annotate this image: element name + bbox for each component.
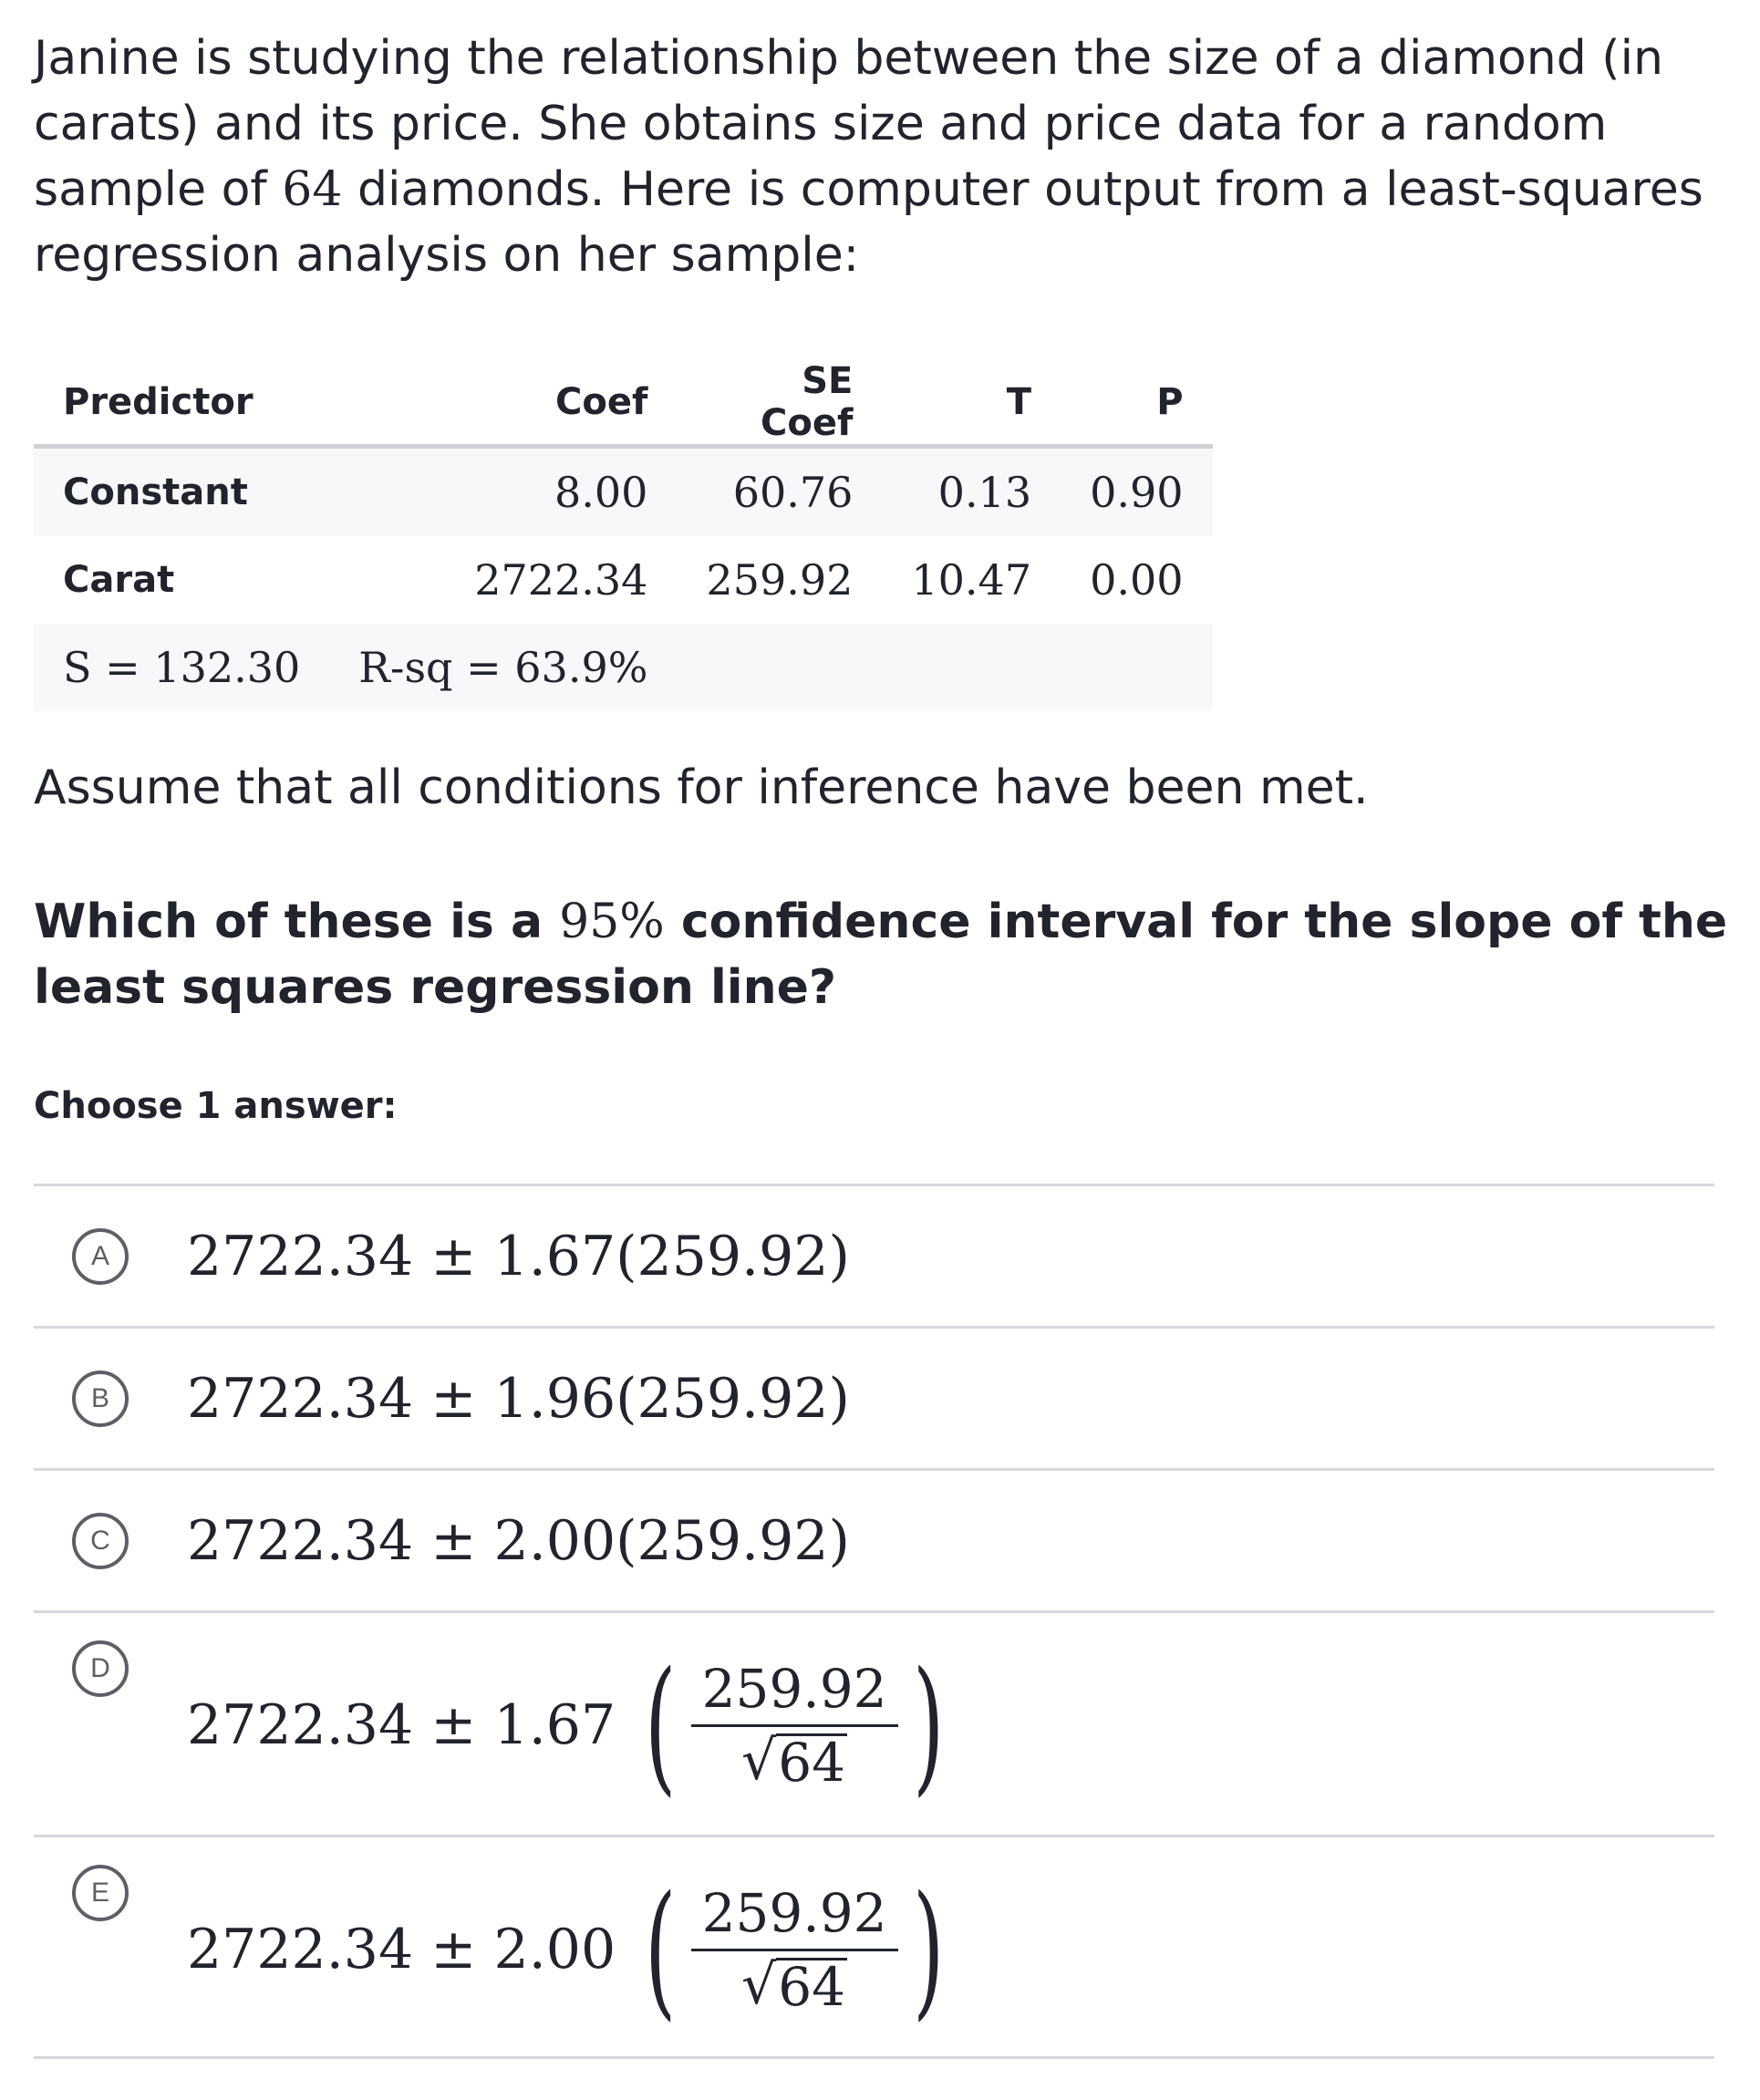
choice-c[interactable] [34,1468,1714,1610]
choose-label: Choose 1 answer: [34,1085,398,1127]
table-header-row [34,360,1213,447]
intro-text-before: Janine is studying the relationship between the size of a diamond (in carats) and its price. She obtains size and price data for a random sample of [34,31,1663,217]
fraction [691,1658,898,1794]
choice-d-expression [187,1640,957,1810]
coef-cell: 8.00 [445,447,677,537]
question-after: confidence interval for the slope of the least squares regression line? [34,895,1728,1015]
close-paren: ) [912,1640,944,1810]
choice-e-lead: 2722.34 ± 2.00 [187,1917,616,1981]
header-se-coef: SE Coef [677,360,882,447]
radio-c[interactable]: C [72,1513,129,1569]
radio-e[interactable]: E [72,1865,129,1921]
header-predictor: Predictor [34,360,445,447]
p-cell: 0.90 [1061,447,1212,537]
s-value: S = 132.30 [63,643,301,692]
sqrt-symbol: √ [741,1953,777,2017]
denominator [741,1951,847,2018]
numerator: 259.92 [701,1882,887,1944]
radicand: 64 [778,1956,846,2018]
table-row [34,536,1213,624]
empty-cell [882,624,1061,711]
choice-c-expression: 2722.34 ± 2.00(259.92) [187,1509,850,1573]
coef-cell: 2722.34 [474,555,648,605]
numerator: 259.92 [701,1658,887,1720]
question-before: Which of these is a [34,895,560,949]
summary-row [34,624,1213,711]
regression-output-table [34,360,1213,711]
radicand: 64 [778,1732,846,1794]
choice-b[interactable] [34,1326,1714,1468]
radio-a[interactable]: A [72,1228,129,1285]
rsq-value: R-sq = 63.9% [358,643,648,692]
radio-d[interactable]: D [72,1640,129,1697]
predictor-cell: Carat [63,559,175,601]
header-coef: Coef [445,360,677,447]
confidence-level: 95% [559,895,665,949]
empty-cell [1061,624,1212,711]
close-paren: ) [912,1864,944,2034]
t-cell: 0.13 [882,447,1061,537]
empty-cell [677,624,882,711]
choice-e[interactable] [34,1835,1714,2059]
answer-choices [34,1184,1714,2059]
open-paren: ( [645,1640,677,1810]
intro-text-after: diamonds. Here is computer output from a least-squares regression analysis on her sample: [34,162,1703,283]
header-t: T [882,360,1061,447]
choice-d[interactable] [34,1610,1714,1835]
model-summary-cell [34,624,677,711]
sample-size: 64 [282,162,343,217]
sqrt-symbol: √ [741,1729,777,1793]
question-text [34,889,1730,1020]
radio-b[interactable]: B [72,1371,129,1427]
choice-d-lead: 2722.34 ± 1.67 [187,1692,616,1757]
choice-a[interactable] [34,1184,1714,1326]
t-cell: 10.47 [911,555,1032,605]
denominator [741,1727,847,1794]
header-p: P [1061,360,1212,447]
fraction [691,1882,898,2018]
p-cell: 0.00 [1090,555,1184,605]
problem-intro [34,26,1748,288]
table-row [34,447,1213,537]
choice-e-expression [187,1864,957,2034]
se-coef-cell: 259.92 [706,555,854,605]
predictor-cell: Constant [34,447,445,537]
assumption-text: Assume that all conditions for inference have been met. [34,760,1369,815]
se-coef-cell: 60.76 [677,447,882,537]
open-paren: ( [645,1864,677,2034]
choice-a-expression: 2722.34 ± 1.67(259.92) [187,1225,850,1288]
choice-b-expression: 2722.34 ± 1.96(259.92) [187,1367,850,1431]
